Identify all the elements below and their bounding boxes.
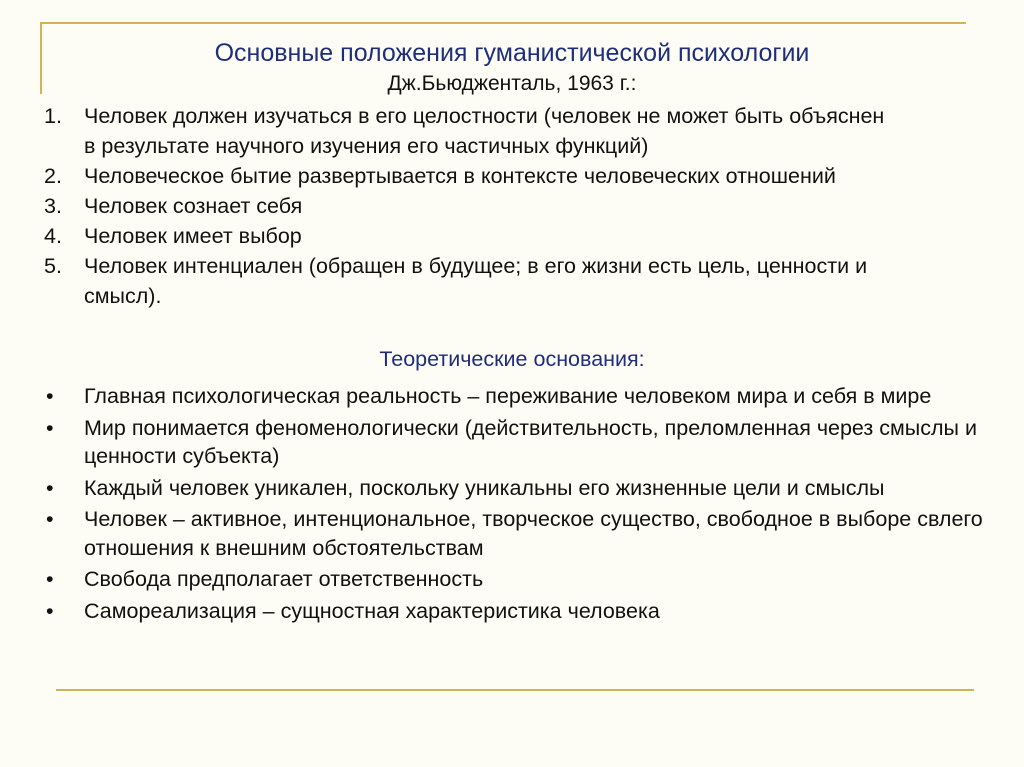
list-number: 1. bbox=[44, 104, 62, 128]
list-item bbox=[0, 161, 900, 191]
list-number: 4. bbox=[44, 224, 62, 248]
slide-title: Основные положения гуманистической психологии bbox=[214, 39, 810, 67]
list-item bbox=[0, 221, 900, 251]
bullet-icon: • bbox=[46, 475, 54, 500]
list-item bbox=[0, 251, 900, 311]
list-item-text: Человек должен изучаться в его целостности (человек не может быть объяснен в результате научного изучения его частичных функций) bbox=[84, 104, 885, 158]
section-subheading: Теоретические основания: bbox=[379, 347, 645, 371]
list-item-text: Мир понимается феноменологически (действительность, преломленная через смыслы и ценности субъекта) bbox=[84, 415, 977, 468]
list-item bbox=[0, 505, 990, 562]
list-item bbox=[0, 565, 990, 594]
frame-bottom-line bbox=[56, 689, 974, 691]
list-item-text: Человеческое бытие развертывается в контексте человеческих отношений bbox=[84, 164, 836, 188]
list-item bbox=[0, 414, 990, 471]
list-item bbox=[0, 474, 990, 503]
bullet-list bbox=[0, 382, 990, 628]
list-item-text: Человек имеет выбор bbox=[84, 224, 302, 248]
frame-top-line bbox=[40, 22, 966, 24]
bullet-icon: • bbox=[46, 507, 54, 531]
list-item bbox=[0, 101, 900, 161]
list-item bbox=[0, 382, 990, 411]
list-item-text: Самореализация – сущностная характеристика человека bbox=[84, 598, 660, 623]
bullet-icon: • bbox=[46, 415, 54, 440]
list-item-text: Свобода предполагает ответственность bbox=[84, 567, 484, 591]
list-item-text: Человек интенциален (обращен в будущее; в его жизни есть цель, ценности и смысл). bbox=[84, 254, 868, 308]
list-number: 3. bbox=[44, 194, 62, 218]
list-item bbox=[0, 191, 900, 221]
list-item-text: Главная психологическая реальность – переживание человеком мира и себя в мире bbox=[84, 384, 932, 408]
list-item-text: Человек сознает себя bbox=[84, 194, 303, 218]
list-item-text: Человек – активное, интенциональное, творческое существо, свободное в выборе свлего отношения к внешним обстоятельствам bbox=[84, 507, 983, 560]
list-number: 2. bbox=[44, 164, 62, 188]
list-number: 5. bbox=[44, 254, 62, 278]
list-item-text: Каждый человек уникален, поскольку уникальны его жизненные цели и смыслы bbox=[84, 475, 885, 500]
author-citation: Дж.Бьюдженталь, 1963 г.: bbox=[387, 72, 637, 95]
list-item bbox=[0, 597, 990, 626]
bullet-icon: • bbox=[46, 598, 54, 623]
bullet-icon: • bbox=[46, 384, 54, 408]
numbered-list bbox=[0, 101, 900, 311]
bullet-icon: • bbox=[46, 567, 54, 591]
